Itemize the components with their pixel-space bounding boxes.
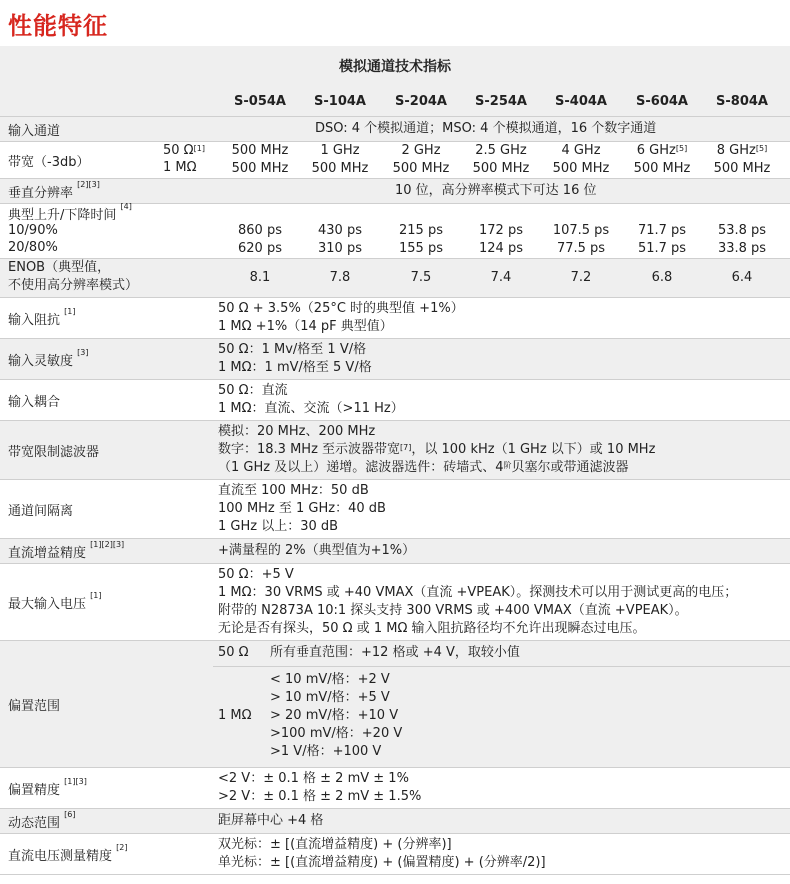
cell: 8.1 [249, 270, 271, 285]
row-dc-gain-accuracy [0, 539, 790, 564]
row-label: 最大输入电压 [1] [8, 591, 102, 612]
row-offset-accuracy [0, 768, 790, 809]
row-value: 1 MΩ：直流、交流（>11 Hz） [218, 401, 404, 416]
cell: 500 MHz 500 MHz [231, 143, 289, 176]
row-input-channels [0, 116, 790, 142]
row-label: 动态范围 [6] [8, 810, 76, 831]
row-label: ENOB（典型值， [8, 260, 111, 275]
row-label: 偏置范围 [8, 699, 61, 714]
row-input-sensitivity [0, 339, 790, 380]
row-label: 输入阻抗 [1] [8, 307, 76, 328]
list-item: > 20 mV/格：+10 V [270, 708, 399, 723]
row-value: 10 位，高分辨率模式下可达 16 位 [395, 183, 597, 198]
row-value: 距屏幕中心 +4 格 [218, 813, 324, 828]
cell: 8 GHz[5] 500 MHz [713, 143, 771, 176]
sub-label: 1 MΩ [218, 708, 252, 723]
sub-label: 10/90% [8, 223, 58, 238]
cell: 7.2 [570, 270, 592, 285]
page-title: 性能特征 [8, 12, 108, 40]
row-label: 垂直分辨率 [2][3] [8, 180, 100, 201]
cell: 6 GHz[5] 500 MHz [633, 143, 691, 176]
row-dc-voltage-measurement-accuracy [0, 834, 790, 875]
cell: 2 GHz 500 MHz [392, 143, 450, 176]
model-header: S-104A [314, 94, 366, 109]
row-value: 单光标：± [(直流增益精度) + (偏置精度) + (分辨率/2)] [218, 855, 546, 870]
cell: 1 GHz 500 MHz [311, 143, 369, 176]
cell: 53.8 ps 33.8 ps [717, 223, 767, 256]
row-value: <2 V：± 0.1 格 ± 2 mV ± 1% [218, 771, 409, 786]
cell: 430 ps 310 ps [318, 223, 362, 256]
sub-label: 50 Ω[1] [163, 143, 205, 158]
model-header: S-604A [636, 94, 688, 109]
cell: 7.5 [410, 270, 432, 285]
cell: 6.4 [731, 270, 753, 285]
model-header: S-254A [475, 94, 527, 109]
model-header-row [0, 84, 790, 114]
sub-label: 50 Ω [218, 645, 249, 660]
list-item: >1 V/格：+100 V [270, 744, 382, 759]
row-value: 直流至 100 MHz：50 dB [218, 483, 369, 498]
row-value: 双光标：± [(直流增益精度) + (分辨率)] [218, 837, 452, 852]
row-value: 数字：18.3 MHz 至示波器带宽[7]，以 100 kHz（1 GHz 以下）或 10 MHz [218, 442, 656, 457]
row-value: 1 GHz 以上：30 dB [218, 519, 339, 534]
analog-channel-spec-table [0, 46, 790, 875]
cell: 7.4 [490, 270, 512, 285]
row-label: 通道间隔离 [8, 504, 74, 519]
cell: 7.8 [329, 270, 351, 285]
row-value: >2 V：± 0.1 格 ± 2 mV ± 1.5% [218, 789, 422, 804]
row-value: 100 MHz 至 1 GHz：40 dB [218, 501, 386, 516]
cell: 2.5 GHz 500 MHz [472, 143, 530, 176]
divider [213, 666, 790, 667]
list-item: < 10 mV/格：+2 V [270, 672, 390, 687]
row-value: 模拟：20 MHz、200 MHz [218, 424, 376, 439]
cell: 71.7 ps 51.7 ps [637, 223, 687, 256]
row-label: 不使用高分辨率模式） [8, 278, 139, 293]
row-label: 直流电压测量精度 [2] [8, 843, 128, 864]
row-label: 偏置精度 [1][3] [8, 777, 87, 798]
row-value: 无论是否有探头，50 Ω 或 1 MΩ 输入阻抗路径均不允许出现瞬态过电压。 [218, 621, 646, 636]
row-value: 附带的 N2873A 10:1 探头支持 300 VRMS 或 +400 VMAX（直流 +VPEAK）。 [218, 603, 688, 618]
row-label: 带宽限制滤波器 [8, 445, 100, 460]
model-header: S-804A [716, 94, 768, 109]
row-value: 1 MΩ：1 mV/格至 5 V/格 [218, 360, 372, 375]
row-vertical-resolution [0, 179, 790, 204]
row-value: 1 MΩ：30 VRMS 或 +40 VMAX（直流 +VPEAK）。探测技术可以用于测试更高的电压； [218, 585, 738, 600]
row-label: 输入灵敏度 [3] [8, 348, 89, 369]
row-bandwidth [0, 142, 790, 179]
row-max-input-voltage [0, 564, 790, 641]
row-input-impedance [0, 298, 790, 339]
row-input-coupling [0, 380, 790, 421]
sub-label: 20/80% [8, 240, 58, 255]
model-header: S-404A [555, 94, 607, 109]
cell: 215 ps 155 ps [399, 223, 443, 256]
row-channel-isolation [0, 480, 790, 539]
row-dynamic-range [0, 809, 790, 834]
cell: 107.5 ps 77.5 ps [552, 223, 610, 256]
row-value: 50 Ω：直流 [218, 383, 288, 398]
cell: 860 ps 620 ps [238, 223, 282, 256]
model-header: S-054A [234, 94, 286, 109]
row-value: 所有垂直范围：+12 格或 +4 V，取较小值 [270, 645, 520, 660]
row-bw-limit-filter [0, 421, 790, 480]
row-offset-range [0, 641, 790, 768]
row-value: DSO: 4 个模拟通道；MSO: 4 个模拟通道，16 个数字通道 [315, 121, 657, 136]
row-value: 1 MΩ +1%（14 pF 典型值） [218, 319, 393, 334]
row-rise-time [0, 204, 790, 259]
list-item: > 10 mV/格：+5 V [270, 690, 390, 705]
model-header: S-204A [395, 94, 447, 109]
cell: 172 ps 124 ps [479, 223, 523, 256]
row-value: （1 GHz 及以上）递增。滤波器选件：砖墙式、$4^阶$贝塞尔或带通滤波器 [218, 460, 629, 475]
table-title: 模拟通道技术指标 [339, 59, 451, 75]
row-enob [0, 259, 790, 298]
row-label: 带宽（-3db） [8, 155, 90, 170]
row-value: 50 Ω：+5 V [218, 567, 294, 582]
row-value: +满量程的 2%（典型值为+1%） [218, 543, 416, 558]
list-item: >100 mV/格：+20 V [270, 726, 403, 741]
sub-label: 1 MΩ [163, 160, 197, 175]
row-label: 输入耦合 [8, 395, 61, 410]
row-label: 输入通道 [8, 124, 61, 139]
row-label: 典型上升/下降时间 [4] [8, 202, 132, 223]
row-value: 50 Ω + 3.5%（25°C 时的典型值 +1%） [218, 301, 464, 316]
cell: 4 GHz 500 MHz [552, 143, 610, 176]
row-label: 直流增益精度 [1][2][3] [8, 540, 125, 561]
row-value: 50 Ω：1 Mv/格至 1 V/格 [218, 342, 367, 357]
cell: 6.8 [651, 270, 673, 285]
